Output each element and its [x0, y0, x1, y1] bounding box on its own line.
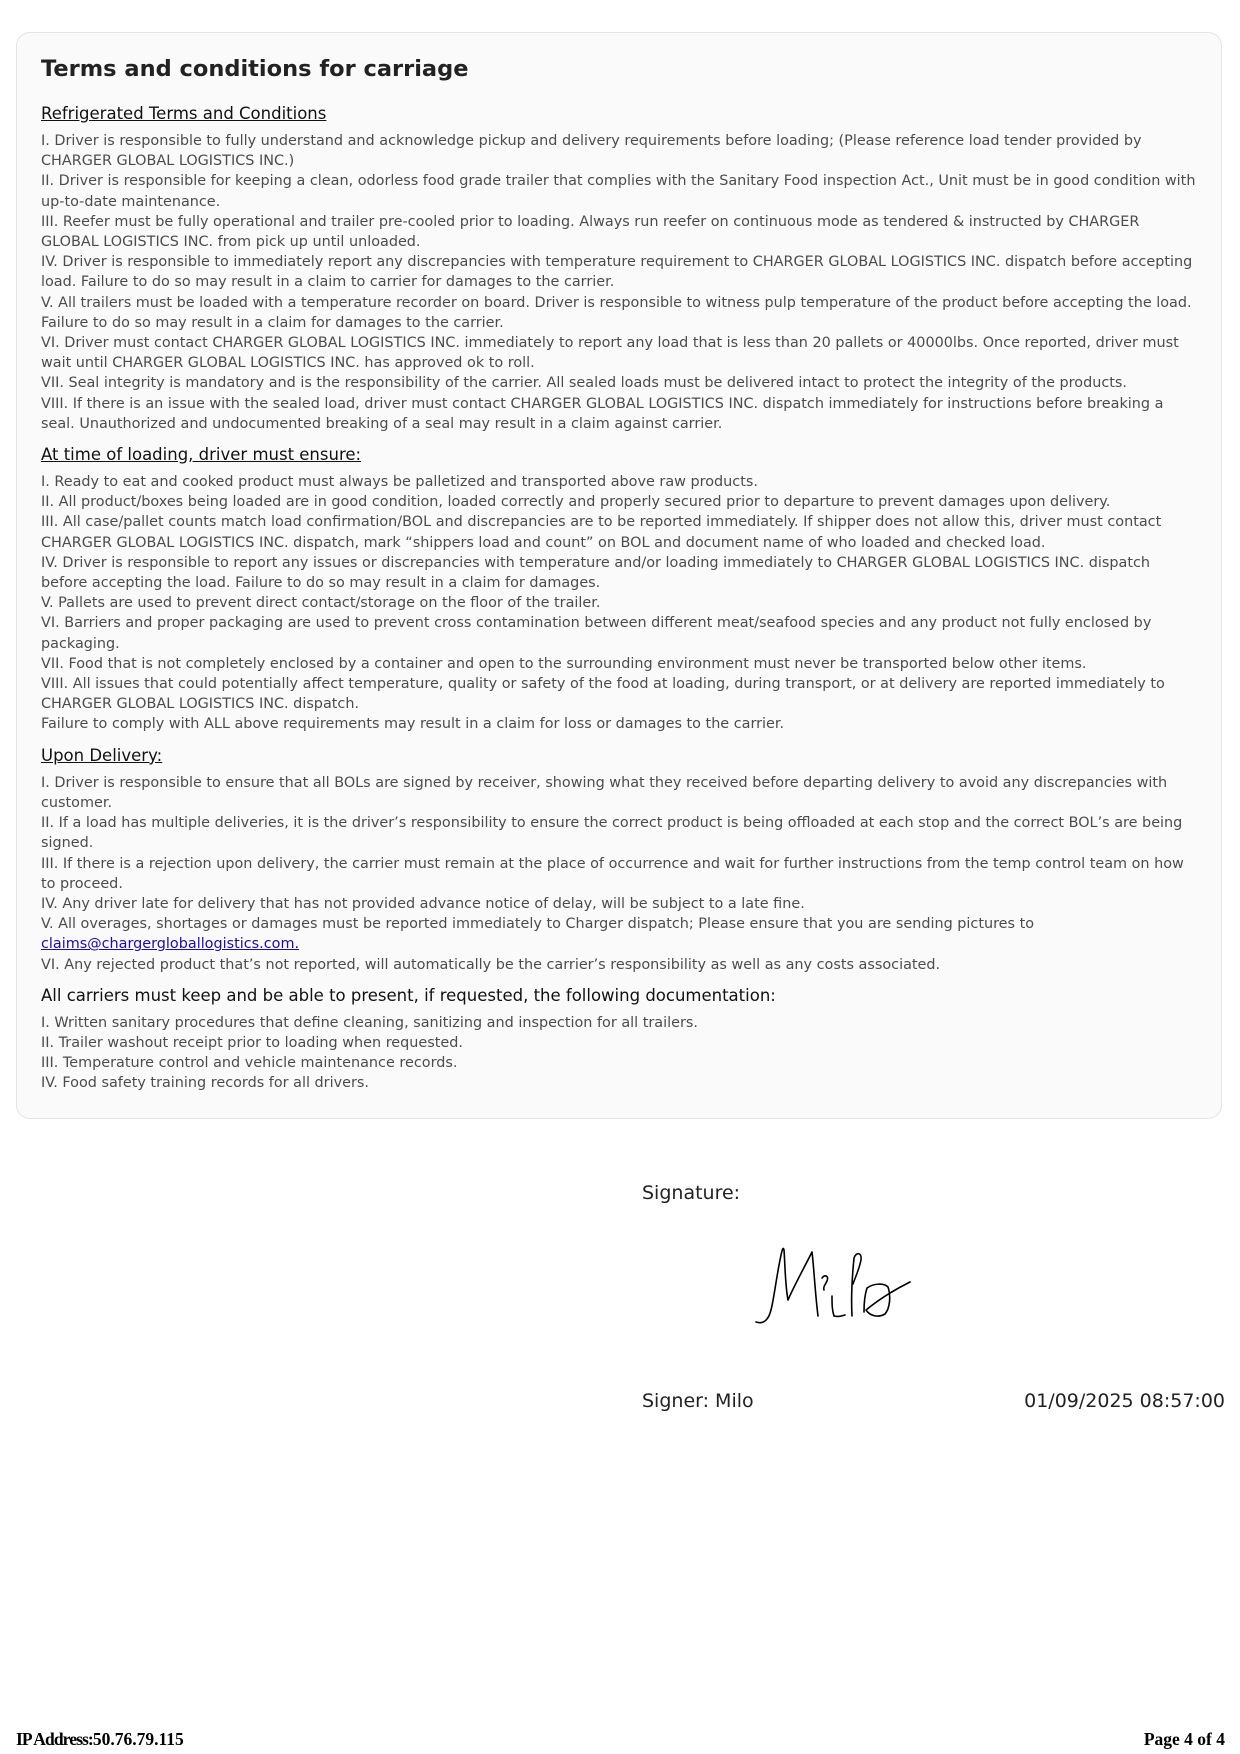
list-item: VIII. If there is an issue with the sealed load, driver must contact CHARGER GLOBAL LOGISTICS INC. dispatch immediately for instructions before breaking a seal. Unauthorized and undocumented breaking of a seal may result in a claim against carrier.: [41, 395, 1164, 432]
claims-email-link[interactable]: claims@chargergloballogistics.com.: [41, 936, 300, 953]
section-refrigerated-list: [41, 131, 1197, 434]
section-heading-delivery: Upon Delivery:: [41, 745, 163, 765]
list-item: VI. Driver must contact CHARGER GLOBAL LOGISTICS INC. immediately to report any load that is less than 20 pallets or 40000lbs. Once reported, driver must wait until CHARGER GLOBAL LOGISTICS INC. has approved ok to roll.: [41, 335, 1179, 372]
list-item: III. If there is a rejection upon delivery, the carrier must remain at the place of occurrence and wait for further instructions from the temp control team on how to proceed.: [41, 855, 1184, 892]
list-item: II. All product/boxes being loaded are in good condition, loaded correctly and properly secured prior to departure to prevent damages upon delivery.: [41, 494, 1111, 511]
list-item: VIII. All issues that could potentially affect temperature, quality or safety of the food at loading, during transport, or at delivery are reported immediately to CHARGER GLOBAL LOGISTICS INC. dispatch.: [41, 676, 1165, 713]
signature-datetime: 01/09/2025 08:57:00: [1024, 1390, 1225, 1412]
footer-ip-address: [16, 1729, 184, 1750]
list-item: I. Driver is responsible to ensure that all BOLs are signed by receiver, showing what they received before departing delivery to avoid any discrepancies with customer.: [41, 774, 1168, 811]
list-item: V. All trailers must be loaded with a temperature recorder on board. Driver is responsible to witness pulp temperature of the product before accepting the load. Failure to do so may result in a claim for damages to the carrier.: [41, 294, 1192, 331]
footer-page-number: Page 4 of 4: [1143, 1729, 1225, 1749]
list-item: I. Driver is responsible to fully understand and acknowledge pickup and delivery requirements before loading; (Please reference load tender provided by CHARGER GLOBAL LOGISTICS INC.): [41, 133, 1142, 170]
section-heading-loading: At time of loading, driver must ensure:: [41, 445, 362, 465]
list-item: III. Temperature control and vehicle maintenance records.: [41, 1055, 458, 1072]
list-item: Failure to comply with ALL above requirements may result in a claim for loss or damages to the carrier.: [41, 716, 785, 733]
list-item: III. All case/pallet counts match load confirmation/BOL and discrepancies are to be reported immediately. If shipper does not allow this, driver must contact CHARGER GLOBAL LOGISTICS INC. dispatch, mark “shippers load and count” on BOL and document name of who loaded and checked load.: [41, 514, 1162, 551]
section-heading-documentation: All carriers must keep and be able to present, if requested, the following documentation:: [41, 985, 776, 1005]
section-documentation-list: [41, 1013, 1197, 1094]
list-item: IV. Any driver late for delivery that has not provided advance notice of delay, will be subject to a late fine.: [41, 895, 805, 912]
ip-label: IP Address:: [16, 1729, 93, 1749]
section-heading-refrigerated: Refrigerated Terms and Conditions: [41, 104, 327, 123]
list-item: II. Driver is responsible for keeping a clean, odorless food grade trailer that complies with the Sanitary Food inspection Act., Unit must be in good condition with up-to-date maintenance.: [41, 173, 1196, 210]
page-title: Terms and conditions for carriage: [41, 56, 469, 82]
signature-label: Signature:: [642, 1182, 741, 1204]
list-item: V. Pallets are used to prevent direct contact/storage on the floor of the trailer.: [41, 595, 601, 612]
list-item: V. All overages, shortages or damages must be reported immediately to Charger dispatch; Please ensure that you are sending pictures to: [41, 916, 1035, 933]
list-item: I. Ready to eat and cooked product must always be palletized and transported above raw products.: [41, 474, 758, 491]
signer-name: Signer: Milo: [642, 1390, 754, 1412]
list-item: VII. Seal integrity is mandatory and is the responsibility of the carrier. All sealed loads must be delivered intact to protect the integrity of the products.: [41, 375, 1127, 392]
list-item: II. If a load has multiple deliveries, it is the driver’s responsibility to ensure the correct product is being offloaded at each stop and the correct BOL’s are being signed.: [41, 815, 1183, 852]
list-item: III. Reefer must be fully operational and trailer pre-cooled prior to loading. Always run reefer on continuous mode as tendered & instructed by CHARGER GLOBAL LOGISTICS INC. from pick up until unloaded.: [41, 213, 1140, 251]
terms-panel: [16, 32, 1222, 1119]
list-item: VII. Food that is not completely enclosed by a container and open to the surrounding environment must never be transported below other items.: [41, 655, 1087, 672]
ip-value: 50.76.79.115: [92, 1729, 184, 1749]
list-item: II. Trailer washout receipt prior to loading when requested.: [41, 1034, 463, 1051]
section-delivery-list: [41, 773, 1197, 975]
list-item-email: [41, 934, 1197, 954]
section-loading-list: [41, 472, 1197, 735]
list-item: VI. Barriers and proper packaging are used to prevent cross contamination between different meat/seafood species and any product not fully enclosed by packaging.: [41, 615, 1152, 652]
handwritten-signature: [752, 1238, 914, 1334]
list-item: IV. Driver is responsible to immediately report any discrepancies with temperature requirement to CHARGER GLOBAL LOGISTICS INC. dispatch before accepting load. Failure to do so may result in a claim to carrier for damages to the carrier.: [41, 254, 1193, 291]
list-item: VI. Any rejected product that’s not reported, will automatically be the carrier’s responsibility as well as any costs associated.: [41, 956, 941, 973]
list-item: IV. Driver is responsible to report any issues or discrepancies with temperature and/or loading immediately to CHARGER GLOBAL LOGISTICS INC. dispatch before accepting the load. Failure to do so may result in a claim for damages.: [41, 554, 1151, 592]
list-item: I. Written sanitary procedures that define cleaning, sanitizing and inspection for all trailers.: [41, 1014, 698, 1031]
list-item: IV. Food safety training records for all drivers.: [41, 1075, 369, 1092]
